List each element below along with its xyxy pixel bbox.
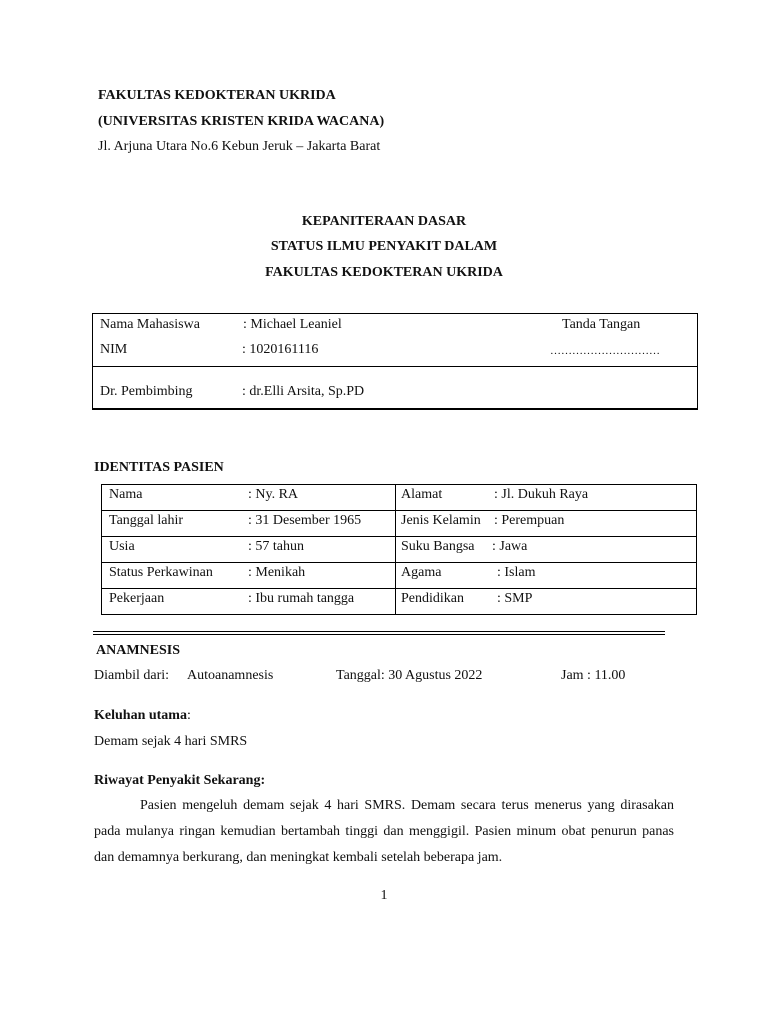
document-title-line1: KEPANITERAAN DASAR xyxy=(301,214,467,229)
patient-birthdate-value: : 31 Desember 1965 xyxy=(248,513,362,528)
patient-occupation-value: : Ibu rumah tangga xyxy=(248,591,355,606)
patient-address-value: : Jl. Dukuh Raya xyxy=(494,487,589,502)
patient-age-label: Usia xyxy=(109,539,135,554)
patient-education-label: Pendidikan xyxy=(401,591,464,606)
institution-address: Jl. Arjuna Utara No.6 Kebun Jeruk – Jakarta Barat xyxy=(98,139,381,154)
anamnesis-heading: ANAMNESIS xyxy=(96,643,181,658)
patient-address-label: Alamat xyxy=(401,487,443,502)
identity-heading: IDENTITAS PASIEN xyxy=(94,460,224,475)
student-name-label: Nama Mahasiswa xyxy=(100,317,200,332)
patient-marital-value: : Menikah xyxy=(248,565,306,580)
patient-name-value: : Ny. RA xyxy=(248,487,299,502)
patient-education-value: : SMP xyxy=(497,591,533,606)
patient-occupation-label: Pekerjaan xyxy=(109,591,165,606)
patient-ethnicity-value: : Jawa xyxy=(492,539,528,554)
history-text: Pasien mengeluh demam sejak 4 hari SMRS. Demam secara terus menerus yang dirasakan pada mulanya ringan kemudian bertambah tinggi dan menggigil. Pasien minum obat penurun panas dan demamnya berkurang, dan meningkat kembali setelah beberapa jam. xyxy=(94,798,674,865)
history-paragraph xyxy=(94,793,674,871)
chief-complaint-colon: : xyxy=(186,708,191,723)
patient-religion-value: : Islam xyxy=(497,565,536,580)
taken-from-value: Autoanamnesis xyxy=(187,668,274,683)
institution-name: FAKULTAS KEDOKTERAN UKRIDA xyxy=(98,88,336,103)
student-box-bottom-line xyxy=(93,409,697,410)
signature-label: Tanda Tangan xyxy=(562,317,641,332)
taken-from-label: Diambil dari: xyxy=(94,668,170,683)
patient-name-label: Nama xyxy=(109,487,143,502)
section-rule-bottom xyxy=(93,634,665,635)
student-box-divider xyxy=(93,366,697,367)
section-rule-top xyxy=(93,631,665,632)
patient-religion-label: Agama xyxy=(401,565,442,580)
chief-complaint-value: Demam sejak 4 hari SMRS xyxy=(94,734,248,749)
patient-gender-value: : Perempuan xyxy=(494,513,565,528)
identity-row-border xyxy=(102,510,696,511)
document-title-line3: FAKULTAS KEDOKTERAN UKRIDA xyxy=(265,265,503,280)
patient-marital-label: Status Perkawinan xyxy=(109,565,213,580)
page-number: 1 xyxy=(380,888,388,903)
signature-line: ………………………… xyxy=(550,345,660,357)
anamnesis-time: Jam : 11.00 xyxy=(561,668,626,683)
anamnesis-date: Tanggal: 30 Agustus 2022 xyxy=(336,668,483,683)
identity-table-divider xyxy=(395,485,396,614)
identity-row-border xyxy=(102,536,696,537)
patient-ethnicity-label: Suku Bangsa xyxy=(401,539,475,554)
identity-table xyxy=(101,484,697,615)
student-name-value: : Michael Leaniel xyxy=(243,317,342,332)
patient-gender-label: Jenis Kelamin xyxy=(401,513,481,528)
identity-row-border xyxy=(102,562,696,563)
identity-row-border xyxy=(102,588,696,589)
nim-label: NIM xyxy=(100,342,128,357)
supervisor-label: Dr. Pembimbing xyxy=(100,384,193,399)
institution-full-name: (UNIVERSITAS KRISTEN KRIDA WACANA) xyxy=(98,114,385,129)
supervisor-value: : dr.Elli Arsita, Sp.PD xyxy=(242,384,365,399)
chief-complaint-label: Keluhan utama xyxy=(94,708,187,723)
document-title-line2: STATUS ILMU PENYAKIT DALAM xyxy=(270,239,498,254)
chief-complaint-heading xyxy=(94,708,191,724)
patient-birthdate-label: Tanggal lahir xyxy=(109,513,184,528)
history-heading: Riwayat Penyakit Sekarang: xyxy=(94,773,266,788)
patient-age-value: : 57 tahun xyxy=(248,539,304,554)
nim-value: : 1020161116 xyxy=(242,342,319,357)
